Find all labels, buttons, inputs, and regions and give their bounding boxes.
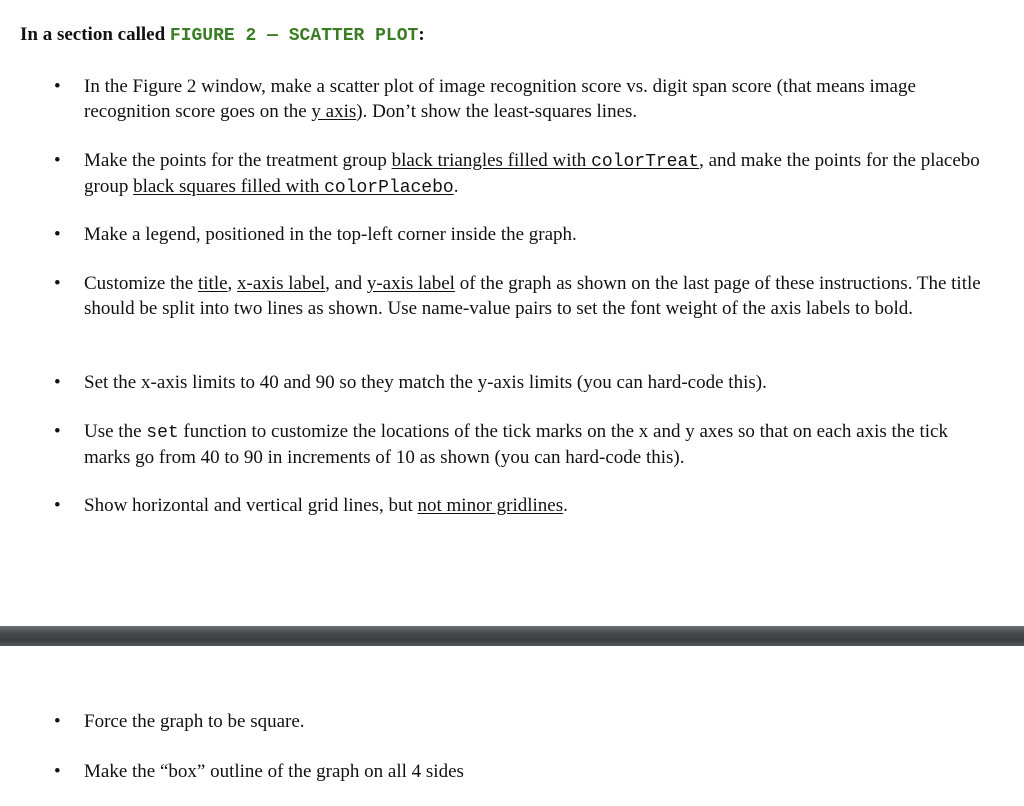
list-item [84,223,984,248]
underlined-text [392,150,699,171]
item-text: . [563,495,568,516]
item-text: , and make the points for the placebo group [84,150,980,197]
underlined-phrase: black squares filled with [133,175,325,197]
item-text: Use the [84,421,147,442]
list-item [84,149,984,200]
item-text: Set the x-axis limits to 40 and 90 so they match the y-axis limits (you can hard-code this). [84,372,767,393]
list-item [84,272,984,321]
list-item [84,75,984,124]
list-item [84,494,984,519]
underlined-phrase: black triangles filled with [391,150,592,171]
item-text: . [453,175,459,197]
heading-suffix: : [418,24,425,45]
code-set: set [146,423,179,443]
item-text: Customize the [84,273,198,294]
underlined-text: not minor gridlines [417,495,564,516]
underlined-text: y axis [311,100,357,122]
item-text: In the Figure 2 window, make a scatter plot of image recognition score vs. digit span score (that means image recognition score goes on the [84,76,916,122]
list-item [84,420,984,470]
item-text: Make the “box” outline of the graph on all 4 sides [84,761,464,782]
page-break-divider [0,626,1024,646]
heading-prefix: In a section called [20,24,170,45]
item-text: ). Don’t show the least-squares lines. [356,100,638,122]
list-item [84,710,984,735]
heading-code: FIGURE 2 — SCATTER PLOT [169,26,419,46]
code-color-placebo: colorPlacebo [324,177,454,198]
underlined-text: title [197,273,228,294]
item-text: function to customize the locations of the tick marks on the x and y axes so that on each axis the tick marks go from 40 to 90 in increments of 10 as shown (you can hard-code this). [84,421,948,468]
item-text: Show horizontal and vertical grid lines, but [84,495,418,516]
section-heading [20,24,425,46]
item-text: , [227,273,238,294]
item-text: of the graph as shown on the last page of these instructions. The title should be split into two lines as shown. Use name-value pairs to set the font weight of the axis labels to bold. [84,273,981,319]
item-text: Force the graph to be square. [84,711,305,732]
underlined-text: x-axis label [237,273,326,294]
underlined-text [133,176,454,197]
item-text: Make the points for the treatment group [84,150,392,171]
underlined-text: y-axis label [366,273,455,294]
code-color-treat: colorTreat [591,152,700,172]
item-text: , and [325,273,367,294]
list-item [84,760,984,785]
list-item [84,371,984,396]
item-text: Make a legend, positioned in the top-left corner inside the graph. [84,224,577,245]
